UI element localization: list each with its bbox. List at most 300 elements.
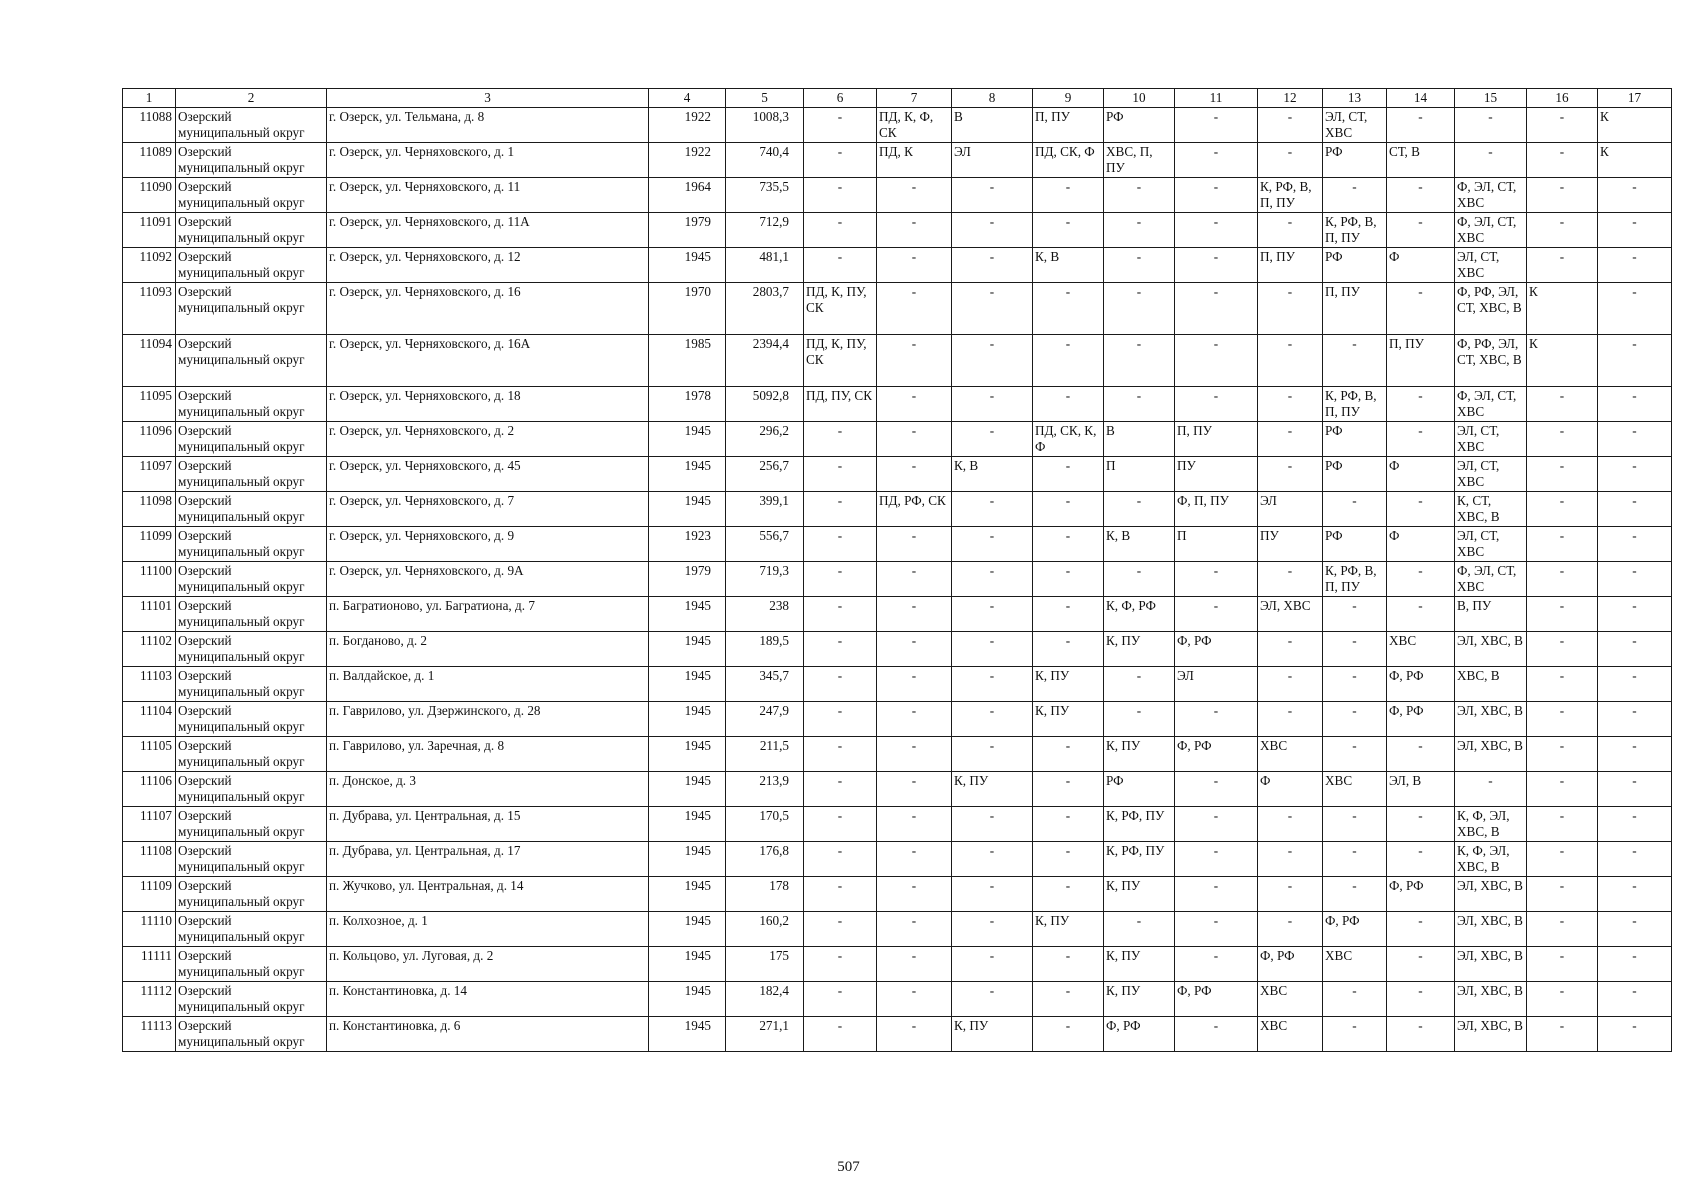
table-cell-col-5: 712,9 xyxy=(726,213,804,248)
table-cell-col-17: - xyxy=(1598,982,1672,1017)
table-cell-col-10: - xyxy=(1104,387,1175,422)
table-cell-col-14: СТ, В xyxy=(1387,143,1455,178)
table-cell-col-1: 11092 xyxy=(123,248,176,283)
column-header-4: 4 xyxy=(649,89,726,108)
table-cell-col-17: К xyxy=(1598,143,1672,178)
table-cell-col-10: К, РФ, ПУ xyxy=(1104,807,1175,842)
table-cell-col-4: 1970 xyxy=(649,283,726,335)
table-cell-col-10: - xyxy=(1104,492,1175,527)
table-cell-col-16: - xyxy=(1527,737,1598,772)
table-cell-col-7: - xyxy=(877,737,952,772)
register-table xyxy=(122,88,1672,1052)
table-cell-col-12: - xyxy=(1258,912,1323,947)
table-cell-col-10: К, ПУ xyxy=(1104,877,1175,912)
table-cell-col-2: Озерский муниципальный округ xyxy=(176,632,327,667)
table-row xyxy=(123,143,1672,178)
table-cell-col-13: РФ xyxy=(1323,527,1387,562)
table-cell-col-8: - xyxy=(952,597,1033,632)
table-cell-col-5: 719,3 xyxy=(726,562,804,597)
table-cell-col-16: - xyxy=(1527,702,1598,737)
table-cell-col-4: 1945 xyxy=(649,947,726,982)
table-cell-col-7: ПД, К xyxy=(877,143,952,178)
table-cell-col-17: - xyxy=(1598,248,1672,283)
table-row xyxy=(123,1017,1672,1052)
table-cell-col-15: Ф, ЭЛ, СТ, ХВС xyxy=(1455,178,1527,213)
table-cell-col-17: - xyxy=(1598,178,1672,213)
table-cell-col-2: Озерский муниципальный округ xyxy=(176,422,327,457)
table-cell-col-16: - xyxy=(1527,248,1598,283)
table-cell-col-9: - xyxy=(1033,213,1104,248)
table-cell-col-15: ЭЛ, СТ, ХВС xyxy=(1455,527,1527,562)
table-cell-col-15: ЭЛ, СТ, ХВС xyxy=(1455,457,1527,492)
table-cell-col-2: Озерский муниципальный округ xyxy=(176,387,327,422)
table-cell-col-16: - xyxy=(1527,597,1598,632)
table-cell-col-14: - xyxy=(1387,947,1455,982)
table-cell-col-13: - xyxy=(1323,982,1387,1017)
table-cell-col-2: Озерский муниципальный округ xyxy=(176,213,327,248)
table-cell-col-7: - xyxy=(877,562,952,597)
table-cell-col-10: П xyxy=(1104,457,1175,492)
table-cell-col-4: 1945 xyxy=(649,702,726,737)
header-row xyxy=(123,89,1672,108)
table-cell-col-6: ПД, К, ПУ, СК xyxy=(804,283,877,335)
table-cell-col-3: г. Озерск, ул. Черняховского, д. 18 xyxy=(327,387,649,422)
table-cell-col-5: 2394,4 xyxy=(726,335,804,387)
table-cell-col-1: 11099 xyxy=(123,527,176,562)
table-cell-col-3: г. Озерск, ул. Черняховского, д. 16 xyxy=(327,283,649,335)
table-cell-col-6: - xyxy=(804,562,877,597)
table-cell-col-1: 11103 xyxy=(123,667,176,702)
table-cell-col-1: 11102 xyxy=(123,632,176,667)
table-cell-col-15: ЭЛ, ХВС, В xyxy=(1455,877,1527,912)
table-cell-col-8: - xyxy=(952,702,1033,737)
table-cell-col-4: 1945 xyxy=(649,492,726,527)
table-cell-col-3: п. Гаврилово, ул. Дзержинского, д. 28 xyxy=(327,702,649,737)
table-cell-col-10: К, РФ, ПУ xyxy=(1104,842,1175,877)
table-cell-col-17: - xyxy=(1598,422,1672,457)
table-cell-col-5: 2803,7 xyxy=(726,283,804,335)
table-cell-col-11: Ф, РФ xyxy=(1175,632,1258,667)
table-cell-col-10: К, ПУ xyxy=(1104,737,1175,772)
table-cell-col-16: - xyxy=(1527,877,1598,912)
table-cell-col-6: - xyxy=(804,772,877,807)
table-cell-col-14: - xyxy=(1387,562,1455,597)
table-cell-col-15: В, ПУ xyxy=(1455,597,1527,632)
table-cell-col-2: Озерский муниципальный округ xyxy=(176,702,327,737)
table-cell-col-11: - xyxy=(1175,597,1258,632)
table-cell-col-9: - xyxy=(1033,982,1104,1017)
table-cell-col-3: п. Богданово, д. 2 xyxy=(327,632,649,667)
table-body xyxy=(123,108,1672,1052)
table-cell-col-10: - xyxy=(1104,912,1175,947)
table-cell-col-7: ПД, РФ, СК xyxy=(877,492,952,527)
table-cell-col-17: - xyxy=(1598,335,1672,387)
table-cell-col-13: - xyxy=(1323,1017,1387,1052)
table-cell-col-4: 1979 xyxy=(649,562,726,597)
table-cell-col-3: п. Константиновка, д. 6 xyxy=(327,1017,649,1052)
table-row xyxy=(123,108,1672,143)
table-cell-col-9: К, ПУ xyxy=(1033,702,1104,737)
table-row xyxy=(123,772,1672,807)
table-cell-col-4: 1945 xyxy=(649,912,726,947)
table-cell-col-4: 1945 xyxy=(649,632,726,667)
table-row xyxy=(123,562,1672,597)
table-cell-col-4: 1923 xyxy=(649,527,726,562)
table-cell-col-1: 11098 xyxy=(123,492,176,527)
page-number: 507 xyxy=(837,1159,860,1175)
table-cell-col-11: Ф, РФ xyxy=(1175,982,1258,1017)
table-cell-col-12: Ф xyxy=(1258,772,1323,807)
table-cell-col-5: 296,2 xyxy=(726,422,804,457)
table-cell-col-16: - xyxy=(1527,1017,1598,1052)
table-cell-col-4: 1945 xyxy=(649,667,726,702)
table-cell-col-12: П, ПУ xyxy=(1258,248,1323,283)
table-cell-col-7: - xyxy=(877,982,952,1017)
table-cell-col-6: - xyxy=(804,1017,877,1052)
table-cell-col-17: - xyxy=(1598,842,1672,877)
table-cell-col-5: 556,7 xyxy=(726,527,804,562)
table-cell-col-14: - xyxy=(1387,422,1455,457)
table-cell-col-14: П, ПУ xyxy=(1387,335,1455,387)
table-cell-col-17: - xyxy=(1598,737,1672,772)
table-cell-col-1: 11094 xyxy=(123,335,176,387)
table-cell-col-9: ПД, СК, Ф xyxy=(1033,143,1104,178)
table-cell-col-10: - xyxy=(1104,335,1175,387)
table-cell-col-7: - xyxy=(877,457,952,492)
table-cell-col-6: - xyxy=(804,842,877,877)
table-cell-col-4: 1945 xyxy=(649,807,726,842)
table-cell-col-11: ЭЛ xyxy=(1175,667,1258,702)
table-cell-col-17: - xyxy=(1598,667,1672,702)
table-cell-col-1: 11096 xyxy=(123,422,176,457)
table-cell-col-10: - xyxy=(1104,667,1175,702)
table-cell-col-5: 189,5 xyxy=(726,632,804,667)
table-cell-col-15: - xyxy=(1455,772,1527,807)
table-cell-col-11: Ф, П, ПУ xyxy=(1175,492,1258,527)
table-cell-col-14: ХВС xyxy=(1387,632,1455,667)
table-cell-col-7: - xyxy=(877,702,952,737)
table-cell-col-14: Ф xyxy=(1387,248,1455,283)
table-cell-col-4: 1978 xyxy=(649,387,726,422)
table-cell-col-16: - xyxy=(1527,667,1598,702)
table-cell-col-9: - xyxy=(1033,457,1104,492)
table-cell-col-4: 1922 xyxy=(649,108,726,143)
table-cell-col-15: ЭЛ, ХВС, В xyxy=(1455,947,1527,982)
table-cell-col-5: 160,2 xyxy=(726,912,804,947)
table-cell-col-10: К, В xyxy=(1104,527,1175,562)
table-cell-col-10: ХВС, П, ПУ xyxy=(1104,143,1175,178)
column-header-3: 3 xyxy=(327,89,649,108)
table-cell-col-9: К, В xyxy=(1033,248,1104,283)
table-cell-col-12: ПУ xyxy=(1258,527,1323,562)
table-cell-col-6: - xyxy=(804,807,877,842)
table-cell-col-6: - xyxy=(804,492,877,527)
table-cell-col-14: ЭЛ, В xyxy=(1387,772,1455,807)
table-cell-col-14: - xyxy=(1387,283,1455,335)
table-cell-col-15: ЭЛ, СТ, ХВС xyxy=(1455,248,1527,283)
table-cell-col-14: Ф, РФ xyxy=(1387,667,1455,702)
table-cell-col-2: Озерский муниципальный округ xyxy=(176,667,327,702)
table-cell-col-14: - xyxy=(1387,737,1455,772)
table-cell-col-12: - xyxy=(1258,632,1323,667)
table-cell-col-16: - xyxy=(1527,842,1598,877)
table-cell-col-10: - xyxy=(1104,213,1175,248)
table-cell-col-16: - xyxy=(1527,457,1598,492)
table-cell-col-2: Озерский муниципальный округ xyxy=(176,527,327,562)
table-cell-col-3: п. Багратионово, ул. Багратиона, д. 7 xyxy=(327,597,649,632)
table-cell-col-11: - xyxy=(1175,1017,1258,1052)
table-cell-col-2: Озерский муниципальный округ xyxy=(176,947,327,982)
table-cell-col-8: - xyxy=(952,248,1033,283)
table-cell-col-12: ЭЛ, ХВС xyxy=(1258,597,1323,632)
table-cell-col-10: РФ xyxy=(1104,108,1175,143)
table-cell-col-12: - xyxy=(1258,457,1323,492)
table-cell-col-8: ЭЛ xyxy=(952,143,1033,178)
table-cell-col-17: - xyxy=(1598,877,1672,912)
table-cell-col-11: - xyxy=(1175,562,1258,597)
table-cell-col-3: г. Озерск, ул. Черняховского, д. 16А xyxy=(327,335,649,387)
table-cell-col-7: - xyxy=(877,597,952,632)
table-cell-col-4: 1945 xyxy=(649,877,726,912)
table-cell-col-15: ЭЛ, ХВС, В xyxy=(1455,702,1527,737)
table-row xyxy=(123,387,1672,422)
table-cell-col-14: Ф xyxy=(1387,457,1455,492)
table-cell-col-10: В xyxy=(1104,422,1175,457)
table-cell-col-9: - xyxy=(1033,527,1104,562)
table-cell-col-17: - xyxy=(1598,527,1672,562)
table-cell-col-15: - xyxy=(1455,143,1527,178)
table-cell-col-10: - xyxy=(1104,248,1175,283)
table-cell-col-12: - xyxy=(1258,562,1323,597)
table-cell-col-2: Озерский муниципальный округ xyxy=(176,1017,327,1052)
table-cell-col-17: - xyxy=(1598,912,1672,947)
table-cell-col-4: 1945 xyxy=(649,422,726,457)
table-cell-col-14: Ф xyxy=(1387,527,1455,562)
table-row xyxy=(123,422,1672,457)
table-cell-col-1: 11106 xyxy=(123,772,176,807)
table-cell-col-5: 238 xyxy=(726,597,804,632)
table-cell-col-15: Ф, РФ, ЭЛ, СТ, ХВС, В xyxy=(1455,335,1527,387)
table-cell-col-9: - xyxy=(1033,178,1104,213)
table-cell-col-14: - xyxy=(1387,597,1455,632)
table-cell-col-8: К, В xyxy=(952,457,1033,492)
table-cell-col-16: - xyxy=(1527,178,1598,213)
table-cell-col-16: - xyxy=(1527,562,1598,597)
table-cell-col-5: 345,7 xyxy=(726,667,804,702)
table-cell-col-9: - xyxy=(1033,877,1104,912)
table-cell-col-11: - xyxy=(1175,178,1258,213)
table-cell-col-10: К, ПУ xyxy=(1104,632,1175,667)
table-row xyxy=(123,807,1672,842)
table-cell-col-16: - xyxy=(1527,108,1598,143)
table-cell-col-13: РФ xyxy=(1323,143,1387,178)
table-cell-col-6: ПД, ПУ, СК xyxy=(804,387,877,422)
table-cell-col-11: - xyxy=(1175,947,1258,982)
table-row xyxy=(123,912,1672,947)
table-cell-col-9: - xyxy=(1033,562,1104,597)
table-cell-col-6: - xyxy=(804,213,877,248)
table-cell-col-4: 1945 xyxy=(649,982,726,1017)
table-cell-col-4: 1945 xyxy=(649,1017,726,1052)
table-cell-col-3: г. Озерск, ул. Черняховского, д. 12 xyxy=(327,248,649,283)
table-cell-col-16: - xyxy=(1527,772,1598,807)
table-cell-col-16: - xyxy=(1527,143,1598,178)
table-cell-col-6: - xyxy=(804,632,877,667)
table-cell-col-5: 735,5 xyxy=(726,178,804,213)
table-cell-col-7: - xyxy=(877,842,952,877)
table-cell-col-13: К, РФ, В, П, ПУ xyxy=(1323,562,1387,597)
table-cell-col-5: 399,1 xyxy=(726,492,804,527)
table-cell-col-8: - xyxy=(952,387,1033,422)
table-cell-col-5: 178 xyxy=(726,877,804,912)
table-cell-col-13: - xyxy=(1323,492,1387,527)
table-cell-col-1: 11088 xyxy=(123,108,176,143)
table-cell-col-1: 11110 xyxy=(123,912,176,947)
table-cell-col-1: 11101 xyxy=(123,597,176,632)
table-cell-col-7: ПД, К, Ф, СК xyxy=(877,108,952,143)
table-cell-col-6: - xyxy=(804,737,877,772)
table-cell-col-15: Ф, РФ, ЭЛ, СТ, ХВС, В xyxy=(1455,283,1527,335)
table-cell-col-3: г. Озерск, ул. Черняховского, д. 11 xyxy=(327,178,649,213)
table-cell-col-5: 213,9 xyxy=(726,772,804,807)
table-cell-col-5: 170,5 xyxy=(726,807,804,842)
table-cell-col-6: - xyxy=(804,457,877,492)
table-cell-col-15: ЭЛ, ХВС, В xyxy=(1455,912,1527,947)
table-cell-col-3: п. Кольцово, ул. Луговая, д. 2 xyxy=(327,947,649,982)
table-cell-col-12: - xyxy=(1258,877,1323,912)
table-cell-col-11: - xyxy=(1175,842,1258,877)
table-cell-col-15: ЭЛ, ХВС, В xyxy=(1455,1017,1527,1052)
table-cell-col-9: - xyxy=(1033,842,1104,877)
table-cell-col-10: Ф, РФ xyxy=(1104,1017,1175,1052)
table-cell-col-16: - xyxy=(1527,492,1598,527)
table-cell-col-14: - xyxy=(1387,108,1455,143)
table-cell-col-16: - xyxy=(1527,912,1598,947)
table-cell-col-9: - xyxy=(1033,807,1104,842)
table-row xyxy=(123,702,1672,737)
table-cell-col-1: 11105 xyxy=(123,737,176,772)
table-cell-col-8: К, ПУ xyxy=(952,772,1033,807)
table-cell-col-15: К, Ф, ЭЛ, ХВС, В xyxy=(1455,807,1527,842)
table-cell-col-5: 256,7 xyxy=(726,457,804,492)
table-cell-col-8: - xyxy=(952,632,1033,667)
table-cell-col-2: Озерский муниципальный округ xyxy=(176,842,327,877)
table-cell-col-13: - xyxy=(1323,667,1387,702)
table-cell-col-14: - xyxy=(1387,492,1455,527)
table-cell-col-9: - xyxy=(1033,283,1104,335)
table-cell-col-13: - xyxy=(1323,842,1387,877)
table-cell-col-14: - xyxy=(1387,807,1455,842)
table-cell-col-7: - xyxy=(877,422,952,457)
table-cell-col-15: - xyxy=(1455,108,1527,143)
table-cell-col-9: - xyxy=(1033,597,1104,632)
table-cell-col-13: РФ xyxy=(1323,457,1387,492)
table-cell-col-8: - xyxy=(952,178,1033,213)
table-cell-col-14: - xyxy=(1387,912,1455,947)
column-header-14: 14 xyxy=(1387,89,1455,108)
table-cell-col-14: - xyxy=(1387,1017,1455,1052)
table-cell-col-11: Ф, РФ xyxy=(1175,737,1258,772)
table-cell-col-6: - xyxy=(804,982,877,1017)
table-cell-col-2: Озерский муниципальный округ xyxy=(176,108,327,143)
table-cell-col-8: - xyxy=(952,947,1033,982)
table-cell-col-16: К xyxy=(1527,335,1598,387)
table-cell-col-5: 175 xyxy=(726,947,804,982)
table-cell-col-17: - xyxy=(1598,597,1672,632)
column-header-11: 11 xyxy=(1175,89,1258,108)
table-cell-col-13: - xyxy=(1323,702,1387,737)
table-cell-col-11: ПУ xyxy=(1175,457,1258,492)
table-cell-col-8: - xyxy=(952,335,1033,387)
table-cell-col-14: Ф, РФ xyxy=(1387,877,1455,912)
table-cell-col-12: - xyxy=(1258,335,1323,387)
table-cell-col-9: К, ПУ xyxy=(1033,912,1104,947)
table-cell-col-5: 481,1 xyxy=(726,248,804,283)
table-cell-col-9: - xyxy=(1033,632,1104,667)
table-cell-col-12: - xyxy=(1258,387,1323,422)
table-cell-col-9: - xyxy=(1033,387,1104,422)
table-cell-col-9: К, ПУ xyxy=(1033,667,1104,702)
table-cell-col-8: - xyxy=(952,807,1033,842)
table-cell-col-2: Озерский муниципальный округ xyxy=(176,877,327,912)
table-cell-col-2: Озерский муниципальный округ xyxy=(176,597,327,632)
table-cell-col-10: К, ПУ xyxy=(1104,947,1175,982)
table-cell-col-11: - xyxy=(1175,912,1258,947)
table-cell-col-11: - xyxy=(1175,877,1258,912)
table-cell-col-11: - xyxy=(1175,702,1258,737)
table-cell-col-1: 11108 xyxy=(123,842,176,877)
table-row xyxy=(123,213,1672,248)
table-cell-col-12: - xyxy=(1258,213,1323,248)
table-cell-col-2: Озерский муниципальный округ xyxy=(176,143,327,178)
table-cell-col-8: В xyxy=(952,108,1033,143)
table-cell-col-16: - xyxy=(1527,387,1598,422)
table-cell-col-15: ХВС, В xyxy=(1455,667,1527,702)
table-cell-col-5: 271,1 xyxy=(726,1017,804,1052)
table-cell-col-7: - xyxy=(877,178,952,213)
table-cell-col-13: К, РФ, В, П, ПУ xyxy=(1323,213,1387,248)
table-cell-col-5: 176,8 xyxy=(726,842,804,877)
table-cell-col-11: - xyxy=(1175,248,1258,283)
table-cell-col-12: Ф, РФ xyxy=(1258,947,1323,982)
table-cell-col-15: Ф, ЭЛ, СТ, ХВС xyxy=(1455,562,1527,597)
column-header-15: 15 xyxy=(1455,89,1527,108)
table-cell-col-4: 1922 xyxy=(649,143,726,178)
column-header-12: 12 xyxy=(1258,89,1323,108)
table-cell-col-11: - xyxy=(1175,213,1258,248)
table-cell-col-16: - xyxy=(1527,632,1598,667)
table-cell-col-11: - xyxy=(1175,807,1258,842)
table-cell-col-2: Озерский муниципальный округ xyxy=(176,457,327,492)
table-cell-col-2: Озерский муниципальный округ xyxy=(176,492,327,527)
table-row xyxy=(123,283,1672,335)
table-row xyxy=(123,737,1672,772)
table-cell-col-3: г. Озерск, ул. Черняховского, д. 7 xyxy=(327,492,649,527)
table-cell-col-17: - xyxy=(1598,947,1672,982)
table-cell-col-4: 1979 xyxy=(649,213,726,248)
column-header-13: 13 xyxy=(1323,89,1387,108)
table-cell-col-4: 1945 xyxy=(649,597,726,632)
table-cell-col-15: ЭЛ, ХВС, В xyxy=(1455,737,1527,772)
table-cell-col-5: 182,4 xyxy=(726,982,804,1017)
table-cell-col-6: - xyxy=(804,947,877,982)
table-row xyxy=(123,492,1672,527)
table-cell-col-12: - xyxy=(1258,702,1323,737)
table-cell-col-2: Озерский муниципальный округ xyxy=(176,912,327,947)
table-cell-col-15: Ф, ЭЛ, СТ, ХВС xyxy=(1455,387,1527,422)
table-cell-col-3: п. Валдайское, д. 1 xyxy=(327,667,649,702)
table-cell-col-16: - xyxy=(1527,213,1598,248)
